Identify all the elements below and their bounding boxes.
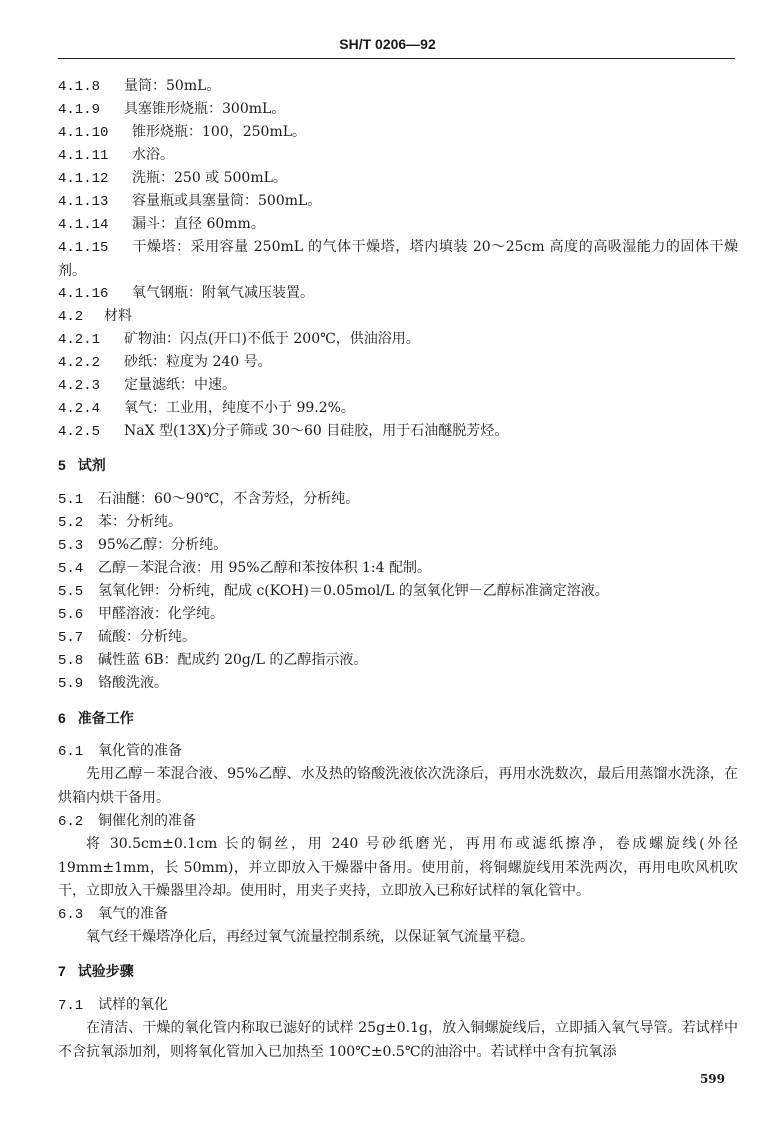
clause-reagent <box>58 580 738 603</box>
clause-reagent <box>58 649 738 672</box>
clause-number: 5.4 <box>58 561 84 577</box>
section-number: 5 <box>58 457 66 473</box>
clause-reagent <box>58 603 738 626</box>
clause-item <box>58 167 738 190</box>
clause-number: 5.2 <box>58 515 84 531</box>
section-5-heading <box>58 454 106 477</box>
clause-text: 甲醛溶液：化学纯。 <box>98 606 224 622</box>
clause-text: 硫酸：分析纯。 <box>98 629 196 645</box>
clause-text: 95%乙醇：分析纯。 <box>98 537 228 553</box>
clause-number: 4.1.9 <box>58 102 101 118</box>
clause-text: 乙醇－苯混合液：用 95%乙醇和苯按体积 1:4 配制。 <box>98 560 431 576</box>
header-rule <box>58 58 735 59</box>
clause-text: 量筒：50mL。 <box>124 78 221 94</box>
clause-item <box>58 75 738 98</box>
section-title: 试验步骤 <box>77 964 134 980</box>
clause-item <box>58 144 738 167</box>
clause-4-1-15 <box>58 236 738 283</box>
clause-text: 氧气钢瓶：附氧气减压装置。 <box>132 285 314 301</box>
subsection-number: 6.2 <box>58 814 84 830</box>
clause-number: 4.2 <box>58 309 84 325</box>
clause-number: 4.1.15 <box>58 240 109 256</box>
clause-number: 5.1 <box>58 492 84 508</box>
clause-number: 5.6 <box>58 607 84 623</box>
clause-text: 定量滤纸：中速。 <box>124 377 236 393</box>
clause-item <box>58 98 738 121</box>
paragraph-6-1: 先用乙醇－苯混合液、95%乙醇、水及热的铬酸洗液依次洗涤后，再用水洗数次，最后用蒸馏水洗涤，在烘箱内烘干备用。 <box>58 766 738 806</box>
clause-text: 砂纸：粒度为 240 号。 <box>124 354 272 370</box>
clause-item <box>58 213 738 236</box>
section-number: 7 <box>58 963 66 979</box>
clause-text: 材料 <box>104 308 132 324</box>
clause-reagent <box>58 511 738 534</box>
clause-text: 漏斗：直径 60mm。 <box>132 216 265 232</box>
clause-reagent <box>58 534 738 557</box>
clause-number: 4.1.14 <box>58 217 109 233</box>
clause-number: 4.2.2 <box>58 355 101 371</box>
clause-number: 5.9 <box>58 676 84 692</box>
clause-text: 氧气：工业用，纯度不小于 99.2%。 <box>124 400 355 416</box>
clause-reagent <box>58 488 738 511</box>
section-7-heading <box>58 960 134 983</box>
clause-text: 石油醚：60～90℃，不含芳烃，分析纯。 <box>98 491 360 507</box>
clause-text: NaX 型(13X)分子筛或 30～60 目硅胶，用于石油醚脱芳烃。 <box>124 423 509 439</box>
clause-number: 4.1.11 <box>58 148 109 164</box>
clause-item <box>58 397 738 420</box>
subsection-number: 6.3 <box>58 907 84 923</box>
clause-text: 容量瓶或具塞量筒：500mL。 <box>132 193 322 209</box>
standard-code: SH/T 0206—92 <box>339 36 436 52</box>
clause-number: 5.8 <box>58 653 84 669</box>
clause-reagent <box>58 672 738 695</box>
clause-text: 铬酸洗液。 <box>98 675 168 691</box>
subsection-7-1 <box>58 994 738 1017</box>
clause-number: 4.1.16 <box>58 286 109 302</box>
clause-number: 4.2.5 <box>58 424 101 440</box>
clause-number: 4.1.10 <box>58 125 109 141</box>
clause-number: 5.3 <box>58 538 84 554</box>
clause-item <box>58 351 738 374</box>
clause-item <box>58 420 738 443</box>
clause-number: 4.2.4 <box>58 401 101 417</box>
clause-number: 5.7 <box>58 630 84 646</box>
clause-text: 具塞锥形烧瓶：300mL。 <box>124 101 286 117</box>
subsection-number: 6.1 <box>58 744 84 760</box>
clause-number: 4.1.13 <box>58 194 109 210</box>
clause-number: 4.1.12 <box>58 171 109 187</box>
subsection-6-2 <box>58 810 738 833</box>
clause-item <box>58 328 738 351</box>
subsection-6-1 <box>58 740 738 763</box>
clause-text: 碱性蓝 6B：配成约 20g/L 的乙醇指示液。 <box>98 652 368 668</box>
section-number: 6 <box>58 710 66 726</box>
subsection-title: 氧化管的准备 <box>98 743 182 759</box>
clause-text: 氢氧化钾：分析纯，配成 c(KOH)＝0.05mol/L 的氢氧化钾－乙醇标准滴定溶液。 <box>98 583 609 599</box>
subsection-number: 7.1 <box>58 998 84 1014</box>
clause-text: 锥形烧瓶：100，250mL。 <box>132 124 307 140</box>
clause-number: 4.1.8 <box>58 79 101 95</box>
clause-number: 5.5 <box>58 584 84 600</box>
clause-reagent <box>58 626 738 649</box>
clause-reagent <box>58 557 738 580</box>
section-6-heading <box>58 707 134 730</box>
section-title: 试剂 <box>77 458 106 474</box>
clause-text: 苯：分析纯。 <box>98 514 182 530</box>
subsection-title: 试样的氧化 <box>98 997 168 1013</box>
clause-item <box>58 190 738 213</box>
section-title: 准备工作 <box>77 711 134 727</box>
clause-text: 矿物油：闪点(开口)不低于 200℃，供油浴用。 <box>124 331 420 347</box>
clause-text: 水浴。 <box>132 147 174 163</box>
subsection-title: 铜催化剂的准备 <box>98 813 196 829</box>
paragraph-6-2: 将 30.5cm±0.1cm 长的铜丝，用 240 号砂纸磨光，再用布或滤纸擦净，卷成螺旋线(外径 19mm±1mm，长 50mm)，并立即放入干燥器中备用。使用前，将铜螺旋线用苯洗两次，再用电吹风机吹干，立即放入干燥器里冷却。使用时，用夹子夹持，立即放入已称好试样的氧化管中。 <box>58 836 738 899</box>
clause-text: 干燥塔：采用容量 250mL 的气体干燥塔，塔内填装 20～25cm 高度的高吸湿能力的固体干燥剂。 <box>58 239 738 279</box>
clause-item <box>58 121 738 144</box>
clause-item <box>58 305 738 328</box>
subsection-6-3 <box>58 903 738 926</box>
clause-item <box>58 374 738 397</box>
clause-number: 4.2.3 <box>58 378 101 394</box>
paragraph-6-3: 氧气经干燥塔净化后，再经过氧气流量控制系统，以保证氧气流量平稳。 <box>86 929 534 945</box>
clause-text: 洗瓶：250 或 500mL。 <box>132 170 287 186</box>
subsection-title: 氧气的准备 <box>98 906 168 922</box>
paragraph-7-1: 在清洁、干燥的氧化管内称取已滤好的试样 25g±0.1g，放入铜螺旋线后，立即插入氧气导管。若试样中不含抗氧添加剂，则将氧化管加入已加热至 100℃±0.5℃的油浴中。若试样中含有抗氧添 <box>58 1020 738 1060</box>
clause-number: 4.2.1 <box>58 332 101 348</box>
page-number: 599 <box>699 1072 725 1086</box>
clause-item <box>58 282 738 305</box>
